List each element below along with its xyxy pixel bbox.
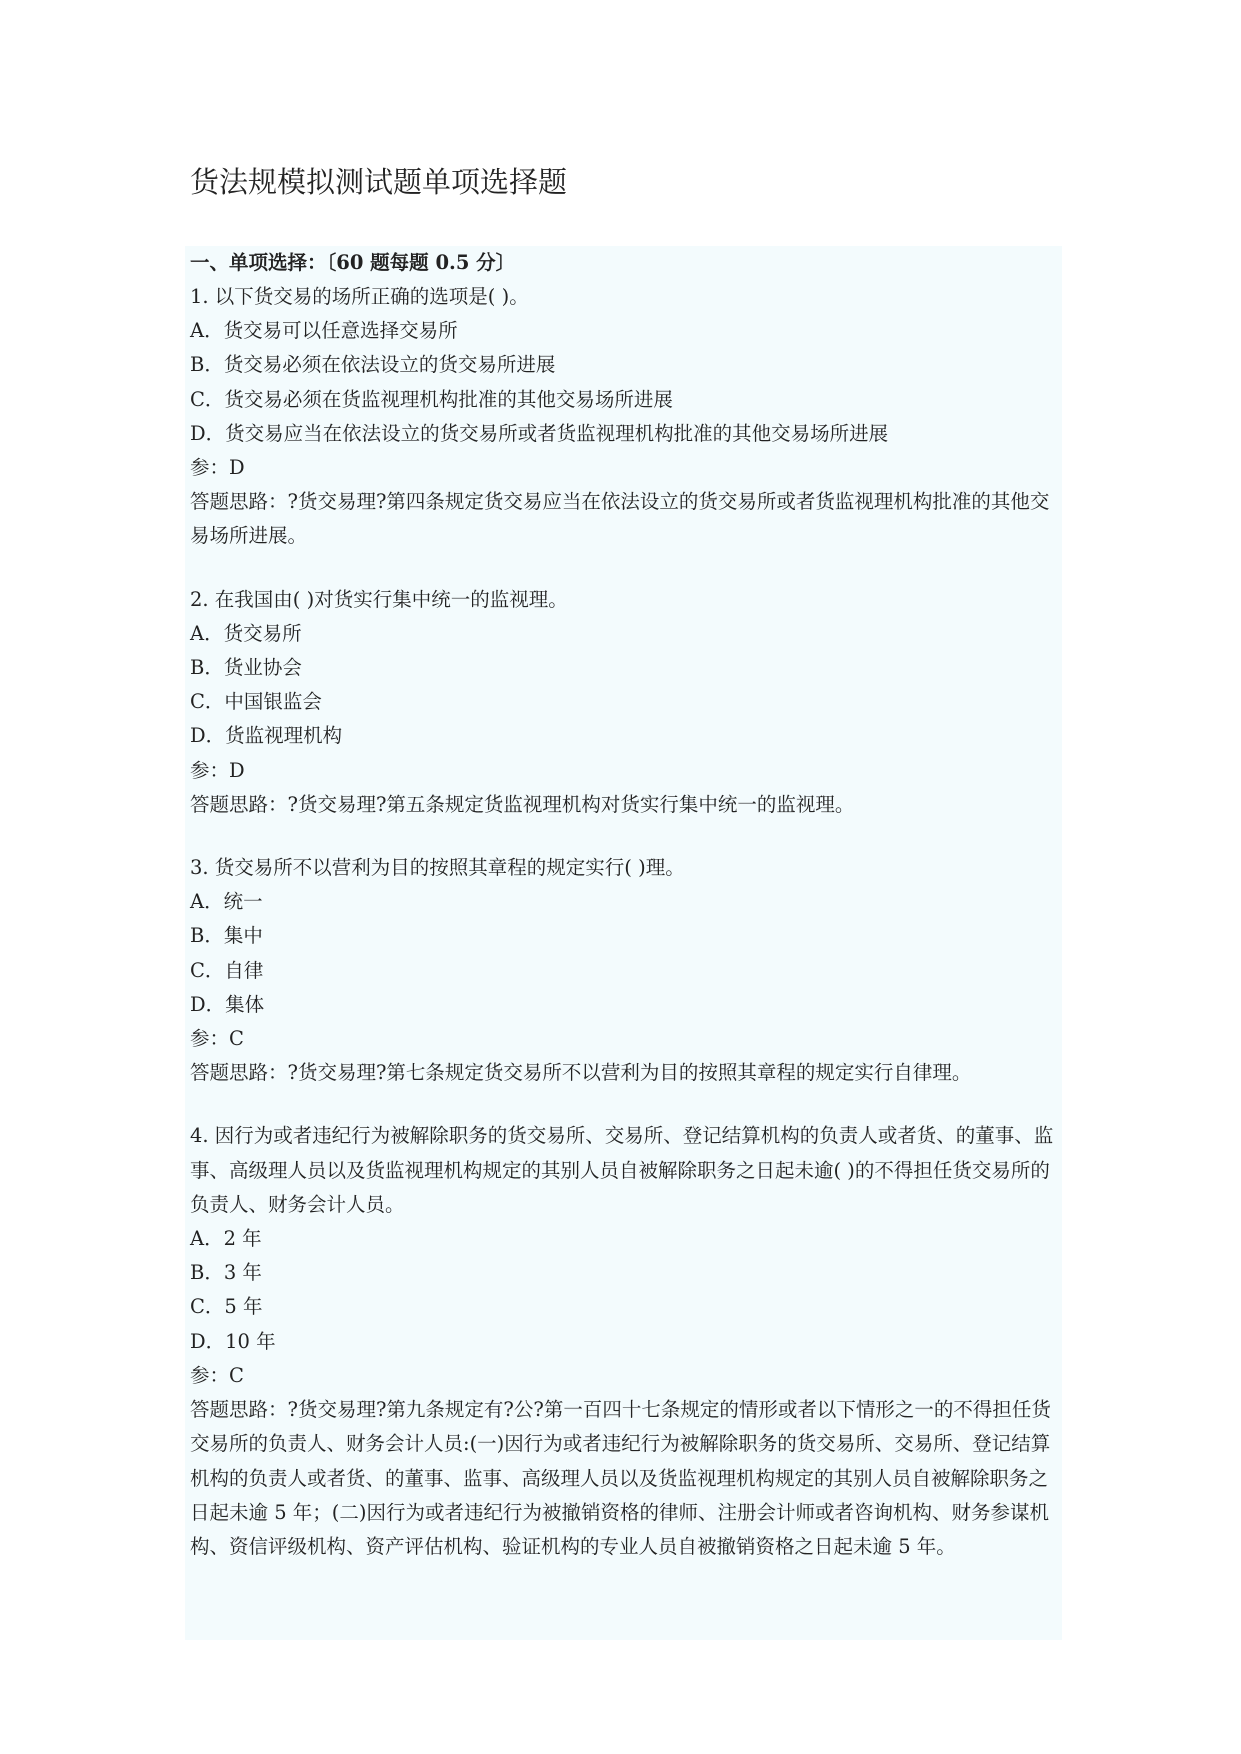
option-d: D．货交易应当在依法设立的货交易所或者货监视理机构批准的其他交易场所进展 [190, 421, 889, 445]
question-stem: 2. 在我国由( )对货实行集中统一的监视理。 [190, 587, 568, 611]
option-a: A．货交易可以任意选择交易所 [190, 319, 458, 343]
option-c: C．货交易必须在货监视理机构批准的其他交易场所进展 [190, 387, 673, 411]
explanation: 答题思路：?货交易理?第五条规定货监视理机构对货实行集中统一的监视理。 [190, 792, 855, 816]
question-stem: 1. 以下货交易的场所正确的选项是( )。 [190, 285, 529, 308]
section-heading: 一、单项选择：〔60 题每题 0.5 分〕 [190, 251, 516, 274]
spacer [190, 1090, 1058, 1119]
question-stem: 4. 因行为或者违纪行为被解除职务的货交易所、交易所、登记结算机构的负责人或者货、的董事、监事、高级理人员以及货监视理机构规定的其别人员自被解除职务之日起未逾( )的不得担任货交易所的负责人、财务会计人员。 [190, 1124, 1054, 1216]
explanation: 答题思路：?货交易理?第七条规定货交易所不以营利为目的按照其章程的规定实行自律理。 [190, 1061, 972, 1085]
option-b: B．3 年 [190, 1261, 262, 1285]
content-panel [185, 246, 1062, 1640]
content [190, 246, 1058, 1564]
question-stem: 3. 货交易所不以营利为目的按照其章程的规定实行( )理。 [190, 856, 685, 880]
option-b: B．货交易必须在依法设立的货交易所进展 [190, 353, 556, 377]
option-d: D．集体 [190, 992, 265, 1016]
option-a: A．统一 [190, 890, 263, 914]
answer: 参：C [190, 1027, 244, 1051]
answer: 参：D [190, 456, 245, 480]
explanation: 答题思路：?货交易理?第九条规定有?公?第一百四十七条规定的情形或者以下情形之一的不得担任货交易所的负责人、财务会计人员:(一)因行为或者违纪行为被解除职务的货交易所、交易所、登记结算机构的负责人或者货、的董事、监事、高级理人员以及货监视理机构规定的其别人员自被解除职务之日起未逾 5 年；(二)因行为或者违纪行为被撤销资格的律师、注册会计师或者咨询机构、财务参谋机构、资信评级机构、资产评估机构、验证机构的专业人员自被撤销资格之日起未逾 5 年。 [190, 1398, 1051, 1558]
option-c: C．中国银监会 [190, 690, 322, 714]
option-d: D．10 年 [190, 1329, 276, 1353]
option-d: D．货监视理机构 [190, 724, 343, 748]
option-b: B．集中 [190, 924, 263, 948]
option-b: B．货业协会 [190, 656, 302, 680]
document-title: 货法规模拟测试题单项选择题 [190, 165, 568, 199]
question-4 [190, 1119, 1058, 1564]
explanation: 答题思路：?货交易理?第四条规定货交易应当在依法设立的货交易所或者货监视理机构批准的其他交易场所进展。 [190, 490, 1050, 548]
spacer [190, 822, 1058, 851]
question-2 [190, 583, 1058, 822]
question-1 [190, 280, 1058, 554]
option-c: C．自律 [190, 958, 264, 982]
spacer [190, 554, 1058, 583]
answer: 参：C [190, 1363, 244, 1387]
option-a: A．货交易所 [190, 621, 302, 645]
option-a: A．2 年 [190, 1227, 262, 1251]
question-3 [190, 851, 1058, 1090]
option-c: C．5 年 [190, 1295, 263, 1319]
answer: 参：D [190, 758, 245, 782]
